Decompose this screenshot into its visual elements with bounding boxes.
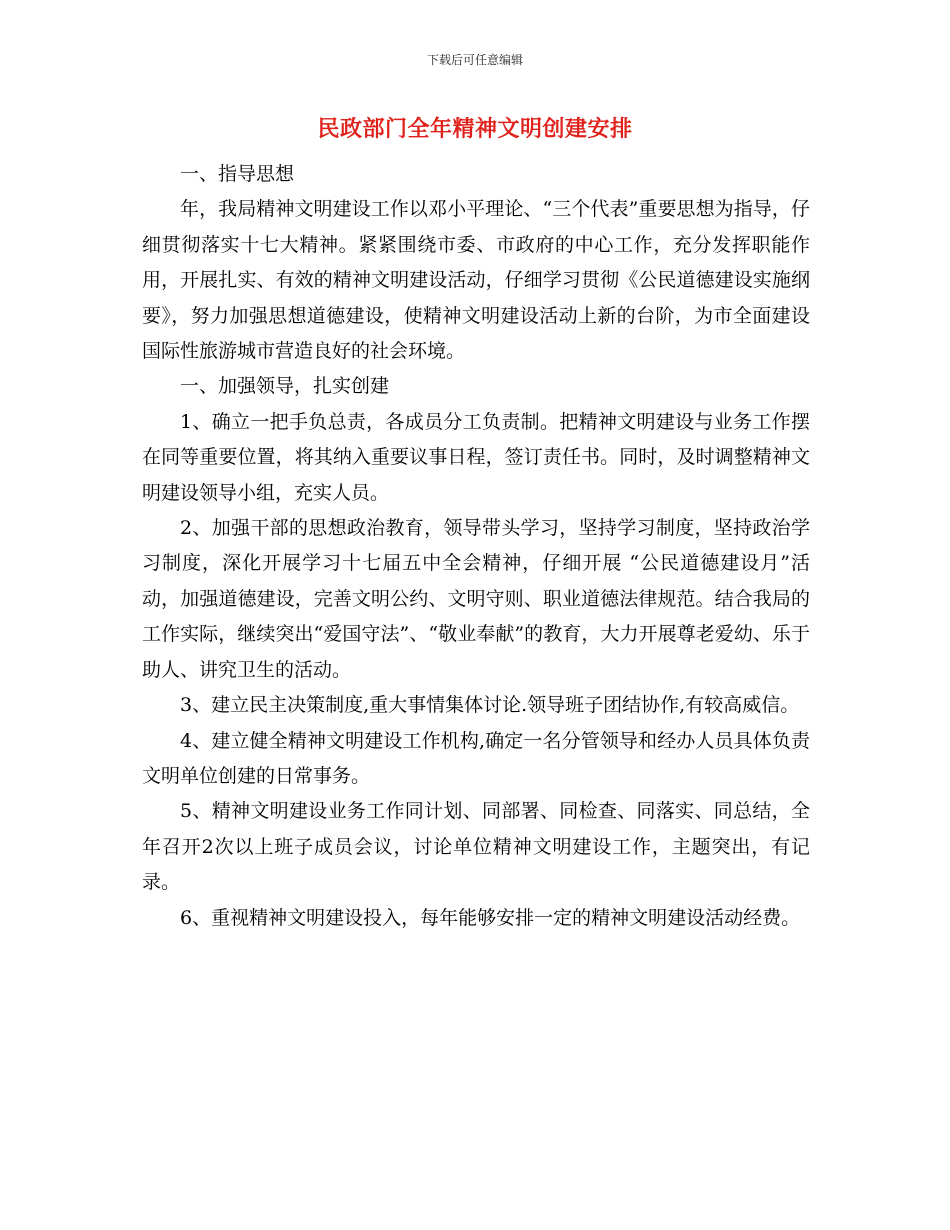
list-item-2: 2、加强干部的思想政治教育，领导带头学习，坚持学习制度，坚持政治学习制度，深化开展学习十七届五中全会精神，仔细开展 “公民道德建设月”活动，加强道德建设，完善文明公约、文明守则、职业道德法律规范。结合我局的工作实际，继续突出“爱国守法”、“敬业奉献”的教育，大力开展尊老爱幼、乐于助人、讲究卫生的活动。 xyxy=(142,517,810,681)
section-heading-leadership: 一、加强领导，扎实创建 xyxy=(180,375,390,398)
document-body xyxy=(142,157,810,936)
header-note: 下载后可任意编辑 xyxy=(426,53,523,67)
list-item-4: 4、建立健全精神文明建设工作机构,确定一名分管领导和经办人员具体负责文明单位创建的日常事务。 xyxy=(142,729,810,787)
list-item-5: 5、精神文明建设业务工作同计划、同部署、同检查、同落实、同总结，全年召开2次以上班子成员会议，讨论单位精神文明建设工作，主题突出，有记录。 xyxy=(142,800,810,894)
list-item-1: 1、确立一把手负总责，各成员分工负责制。把精神文明建设与业务工作摆在同等重要位置，将其纳入重要议事日程，签订责任书。同时，及时调整精神文明建设领导小组，充实人员。 xyxy=(142,410,810,504)
paragraph-intro: 年，我局精神文明建设工作以邓小平理论、“三个代表”重要思想为指导，仔细贯彻落实十七大精神。紧紧围绕市委、市政府的中心工作，充分发挥职能作用，开展扎实、有效的精神文明建设活动，仔细学习贯彻《公民道德建设实施纲要》，努力加强思想道德建设，使精神文明建设活动上新的台阶，为市全面建设国际性旅游城市营造良好的社会环境。 xyxy=(142,198,810,363)
section-heading-guiding-thought: 一、指导思想 xyxy=(180,163,295,185)
document-title: 民政部门全年精神文明创建安排 xyxy=(317,116,633,142)
list-item-3: 3、建立民主决策制度,重大事情集体讨论.领导班子团结协作,有较高威信。 xyxy=(180,694,800,717)
list-item-6: 6、重视精神文明建设投入，每年能够安排一定的精神文明建设活动经费。 xyxy=(180,906,801,929)
